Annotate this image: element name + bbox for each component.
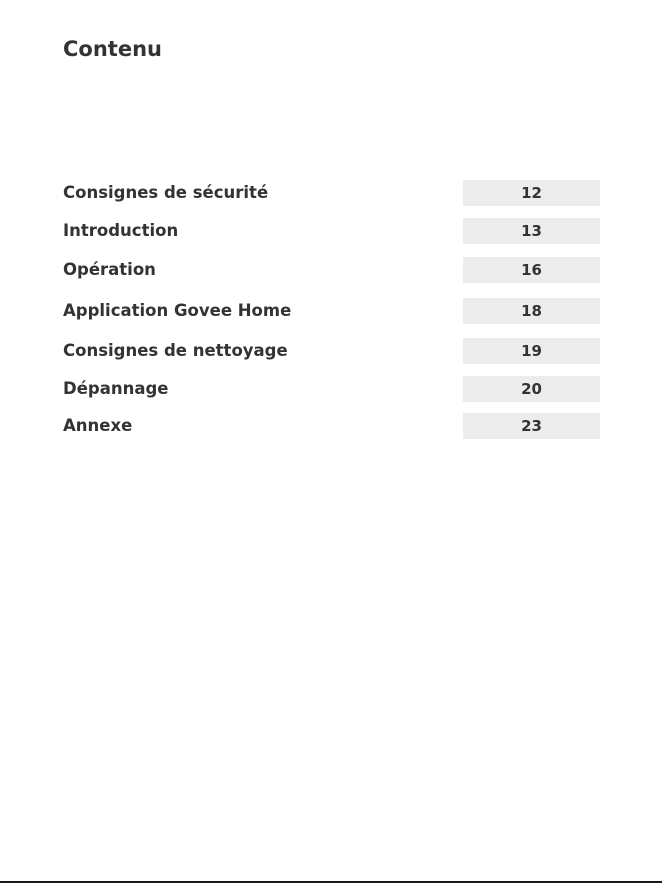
toc-entry-label: Consignes de nettoyage xyxy=(63,341,288,360)
toc-entry-page-number: 12 xyxy=(463,180,600,206)
toc-entry-application[interactable] xyxy=(63,298,600,324)
toc-entry-introduction[interactable] xyxy=(63,218,600,244)
toc-entry-page-number: 16 xyxy=(463,257,600,283)
toc-entry-securite[interactable] xyxy=(63,180,600,206)
toc-entry-page-number: 13 xyxy=(463,218,600,244)
toc-entry-depannage[interactable] xyxy=(63,376,600,402)
toc-entry-label: Opération xyxy=(63,260,156,279)
toc-entry-nettoyage[interactable] xyxy=(63,338,600,364)
toc-entry-annexe[interactable] xyxy=(63,413,600,439)
page-title: Contenu xyxy=(63,37,162,61)
toc-entry-label: Application Govee Home xyxy=(63,301,292,320)
toc-entry-label: Consignes de sécurité xyxy=(63,183,269,202)
toc-entry-operation[interactable] xyxy=(63,257,600,283)
toc-entry-label: Dépannage xyxy=(63,379,169,398)
toc-entry-label: Introduction xyxy=(63,221,179,240)
toc-entry-page-number: 19 xyxy=(463,338,600,364)
toc-entry-page-number: 20 xyxy=(463,376,600,402)
toc-entry-page-number: 18 xyxy=(463,298,600,324)
toc-entry-label: Annexe xyxy=(63,416,133,435)
toc-entry-page-number: 23 xyxy=(463,413,600,439)
